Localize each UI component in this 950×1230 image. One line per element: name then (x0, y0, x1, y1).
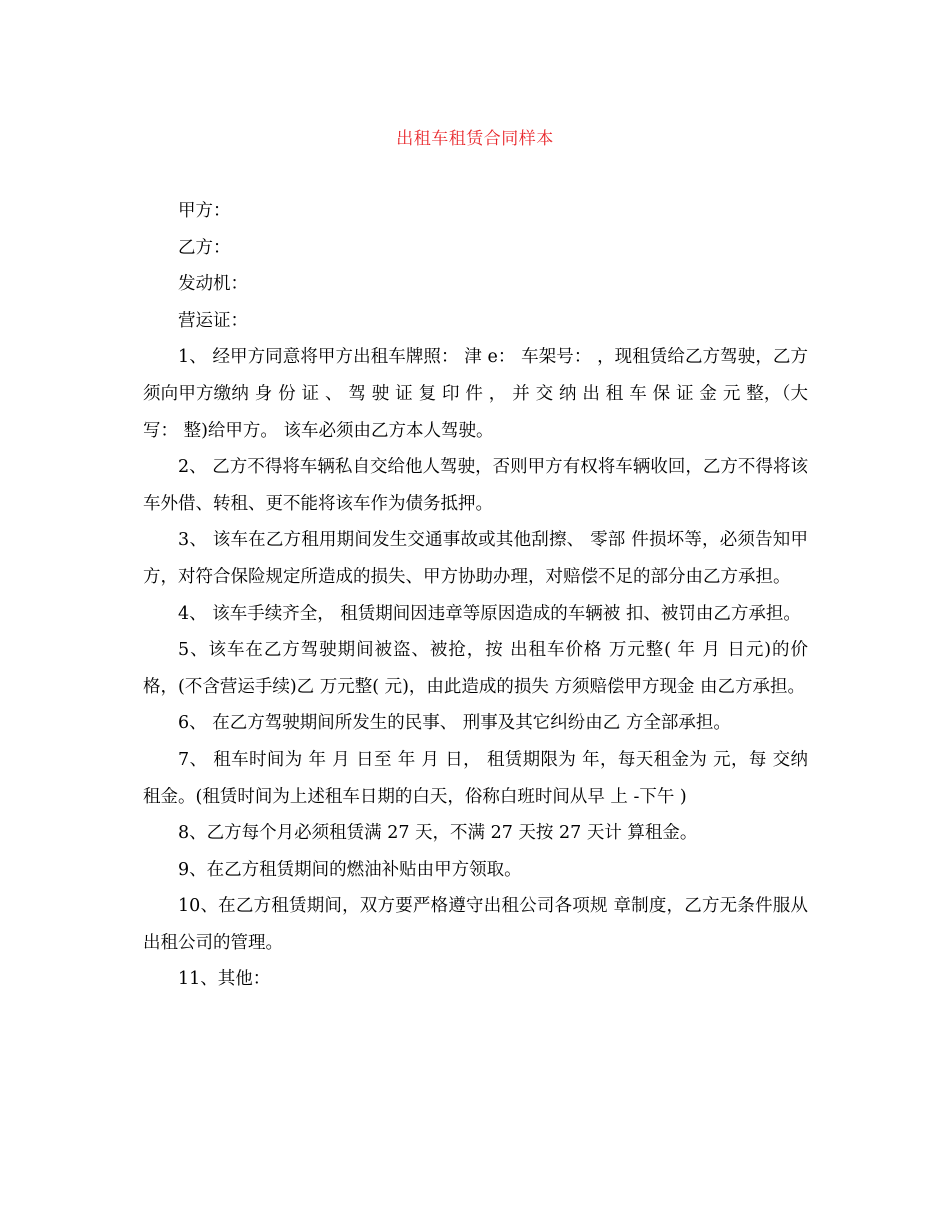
clause-7: 7、 租车时间为 年 月 日至 年 月 日， 租赁期限为 年，每天租金为 元，每 交纳租金。(租赁时间为上述租车日期的白天，俗称白班时间从早 上 -下午 ) (143, 749, 808, 807)
clause-11: 11、其他： (178, 969, 271, 990)
license-line: 营运证： (178, 310, 248, 331)
clause-3: 3、 该车在乙方租用期间发生交通事故或其他刮擦、 零部 件损坏等，必须告知甲方，对符合保险规定所造成的损失、甲方协助办理，对赔偿不足的部分由乙方承担。 (143, 530, 808, 587)
engine-line: 发动机： (178, 274, 248, 295)
clause-4: 4、 该车手续齐全， 租赁期间因违章等原因造成的车辆被 扣、被罚由乙方承担。 (178, 603, 801, 624)
document-title: 出租车租赁合同样本 (396, 129, 554, 149)
party-b-line: 乙方： (178, 237, 231, 258)
clause-5: 5、该车在乙方驾驶期间被盗、被抢，按 出租车价格 万元整( 年 月 日元)的价格，(不含营运手续)乙 万元整( 元)，由此造成的损失 方须赔偿甲方现金 由乙方承担。 (143, 640, 808, 697)
clause-8: 8、乙方每个月必须租赁满 27 天，不满 27 天按 27 天计 算租金。 (178, 823, 698, 844)
contract-body (143, 193, 808, 998)
clause-2: 2、 乙方不得将车辆私自交给他人驾驶，否则甲方有权将车辆收回，乙方不得将该车外借、转租、更不能将该车作为债务抵押。 (143, 457, 808, 514)
clause-9: 9、在乙方租赁期间的燃油补贴由甲方领取。 (178, 859, 522, 880)
clause-6: 6、 在乙方驾驶期间所发生的民事、 刑事及其它纠纷由乙 方全部承担。 (178, 713, 731, 734)
party-a-line: 甲方： (178, 201, 231, 221)
clause-10: 10、在乙方租赁期间，双方要严格遵守出租公司各项规 章制度，乙方无条件服从出租公司的管理。 (143, 896, 808, 953)
clause-1: 1、 经甲方同意将甲方出租车牌照： 津 e： 车架号： ，现租赁给乙方驾驶，乙方须向甲方缴纳 身 份 证 、 驾 驶 证 复 印 件 ， 并 交 纳 出 租 车 保 证 金 元 整，（大写： 整)给甲方。 该车必须由乙方本人驾驶。 (143, 347, 808, 441)
